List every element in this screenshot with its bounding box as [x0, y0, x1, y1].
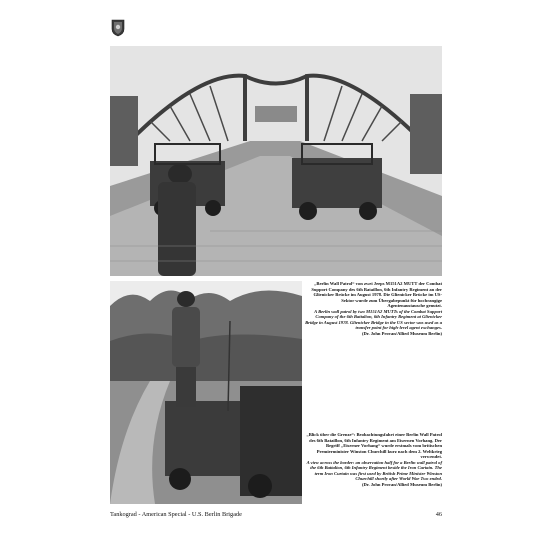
photo-jeeps-on-bridge [110, 46, 442, 276]
caption-bottom-english: A view across the border: an observation half for a Berlin wall patrol of the 6th Battalion, 6th Infantry Regiment beside the Iron Curtain. The term Iron Curtain was first used by British Prime Minister Winston Churchill shortly after World War Two ended. [306, 459, 442, 481]
caption-bottom [305, 432, 442, 487]
footer-page-number: 46 [435, 511, 442, 518]
caption-bottom-german: „Blick über die Grenze“: Beobachtungsfahrt einer Berlin Wall Patrol des 6th Bataillon, 6th Infantry Regiment am Eisernen Vorhang. Der Begriff „Eiserner Vorhang“ wurde erstmals vom britischen Premierminister Winston Churchill kurz nach dem 2. Weltkrieg verwendet. [306, 432, 442, 459]
caption-bottom-credit: (Dr. John Provan/Allied Museum Berlin) [361, 481, 442, 487]
photo-border-observation-jeep [110, 281, 302, 504]
caption-top [305, 281, 442, 336]
footer-publication-title: Tankograd - American Special - U.S. Berlin Brigade [110, 511, 242, 518]
shield-insignia-icon [111, 19, 125, 37]
caption-top-credit: (Dr. John Provan/Allied Museum Berlin) [361, 330, 442, 336]
caption-top-german: „Berlin Wall Patrol“ von zwei Jeeps M151A2 MUTT der Combat Support Company des 6th Bataillon, 6th Infantry Regiment an der Glienicker Brücke im August 1978. Die Glienicker Brücke im US-Sektor wurde zum Übergabepunkt für hochrangige Agentenaustausche genutzt. [311, 281, 442, 308]
caption-top-english: A Berlin wall patrol by two M151A2 MUTTs of the Combat Support Company of the 6th Battalion, 6th Infantry Regiment at Glienicker Bridge in August 1978. Glienicker Bridge in the US sector was used as a transfer point for high-level agent exchanges. [305, 308, 442, 330]
